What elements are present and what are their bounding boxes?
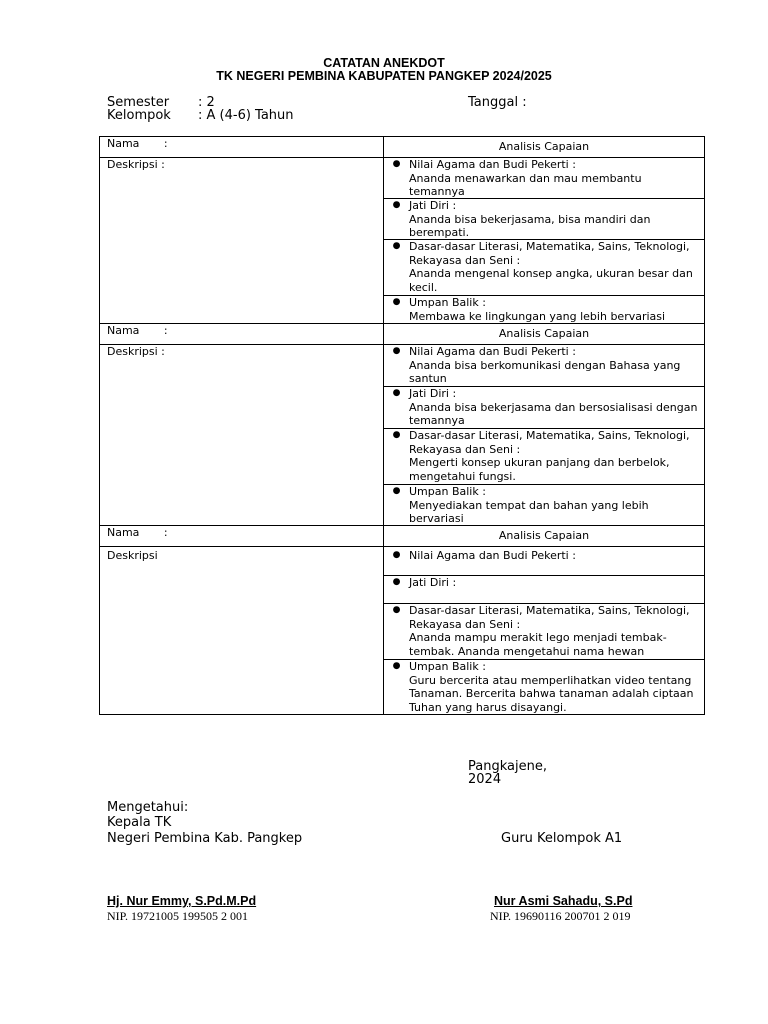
- list-item: ● Nilai Agama dan Budi Pekerti : Ananda bisa berkomunikasi dengan Bahasa yang santun: [384, 345, 704, 386]
- kepala-label: Kepala TK: [107, 815, 172, 830]
- bullet-icon: ●: [392, 297, 401, 307]
- kepala-nip: NIP. 19721005 199505 2 001: [107, 909, 249, 923]
- deskripsi-label: Deskripsi :: [107, 345, 165, 358]
- bullet-icon: ●: [392, 388, 401, 398]
- place-label: Pangkajene,: [468, 759, 547, 774]
- document-title: CATATAN ANEKDOT: [323, 56, 445, 70]
- kelompok-label: Kelompok: [107, 108, 171, 123]
- nama-cell: [100, 526, 384, 547]
- kepala-signatory-name: Hj. Nur Emmy, S.Pd.M.Pd: [107, 894, 257, 908]
- analisis-header: Analisis Capaian: [384, 137, 705, 158]
- list-item: ● Umpan Balik : Membawa ke lingkungan yang lebih bervariasi: [384, 295, 704, 323]
- deskripsi-cell: [100, 547, 384, 715]
- analisis-list: [384, 345, 705, 526]
- mengetahui-label: Mengetahui:: [107, 800, 189, 815]
- bullet-icon: ●: [392, 159, 401, 169]
- nama-label: Nama :: [107, 526, 168, 539]
- list-item: ● Jati Diri :: [384, 575, 704, 603]
- list-item: ● Dasar-dasar Literasi, Matematika, Sains, Teknologi, Rekayasa dan Seni : Ananda mampu merakit lego menjadi tembak-tembak. Ananda mengetahui nama hewan: [384, 603, 704, 659]
- list-item: ● Dasar-dasar Literasi, Matematika, Sains, Teknologi, Rekayasa dan Seni : Ananda mengenal konsep angka, ukuran besar dan kecil.: [384, 239, 704, 295]
- nama-label: Nama :: [107, 324, 168, 337]
- list-item: ● Umpan Balik : Guru bercerita atau memperlihatkan video tentang Tanaman. Bercerita bahwa tanaman adalah ciptaan Tuhan yang harus disayangi.: [384, 659, 704, 714]
- bullet-icon: ●: [392, 577, 401, 587]
- list-item: ● Nilai Agama dan Budi Pekerti :: [384, 547, 704, 575]
- bullet-icon: ●: [392, 661, 401, 671]
- guru-nip: NIP. 19690116 200701 2 019: [490, 909, 631, 923]
- bullet-icon: ●: [392, 430, 401, 440]
- semester-value: : 2: [198, 95, 215, 110]
- anecdote-table: [99, 136, 705, 715]
- deskripsi-cell: [100, 345, 384, 526]
- bullet-icon: ●: [392, 550, 401, 560]
- bullet-icon: ●: [392, 605, 401, 615]
- deskripsi-cell: [100, 158, 384, 324]
- bullet-icon: ●: [392, 200, 401, 210]
- list-item: ● Nilai Agama dan Budi Pekerti : Ananda menawarkan dan mau membantu temannya: [384, 158, 704, 198]
- guru-label: Guru Kelompok A1: [501, 831, 623, 846]
- bullet-icon: ●: [392, 346, 401, 356]
- guru-signatory-name: Nur Asmi Sahadu, S.Pd: [494, 894, 633, 908]
- analisis-header: Analisis Capaian: [384, 324, 705, 345]
- kelompok-value: : A (4-6) Tahun: [198, 108, 294, 123]
- analisis-list: [384, 547, 705, 715]
- list-item: ● Jati Diri : Ananda bisa bekerjasama dan bersosialisasi dengan temannya: [384, 386, 704, 428]
- analisis-list: [384, 158, 705, 324]
- nama-label: Nama :: [107, 137, 168, 150]
- bullet-icon: ●: [392, 241, 401, 251]
- list-item: ● Umpan Balik : Menyediakan tempat dan bahan yang lebih bervariasi: [384, 484, 704, 525]
- deskripsi-label: Deskripsi :: [107, 158, 165, 171]
- school-label: Negeri Pembina Kab. Pangkep: [107, 831, 303, 846]
- document-subtitle: TK NEGERI PEMBINA KABUPATEN PANGKEP 2024/2025: [216, 69, 552, 83]
- list-item: ● Dasar-dasar Literasi, Matematika, Sains, Teknologi, Rekayasa dan Seni : Mengerti konsep ukuran panjang dan berbelok, mengetahui fungsi.: [384, 428, 704, 484]
- nama-cell: [100, 137, 384, 158]
- year-label: 2024: [468, 772, 502, 787]
- tanggal-label: Tanggal :: [468, 95, 527, 110]
- bullet-icon: ●: [392, 486, 401, 496]
- semester-label: Semester: [107, 95, 170, 110]
- analisis-header: Analisis Capaian: [384, 526, 705, 547]
- list-item: ● Jati Diri : Ananda bisa bekerjasama, bisa mandiri dan berempati.: [384, 198, 704, 239]
- deskripsi-label: Deskripsi: [107, 549, 158, 562]
- nama-cell: [100, 324, 384, 345]
